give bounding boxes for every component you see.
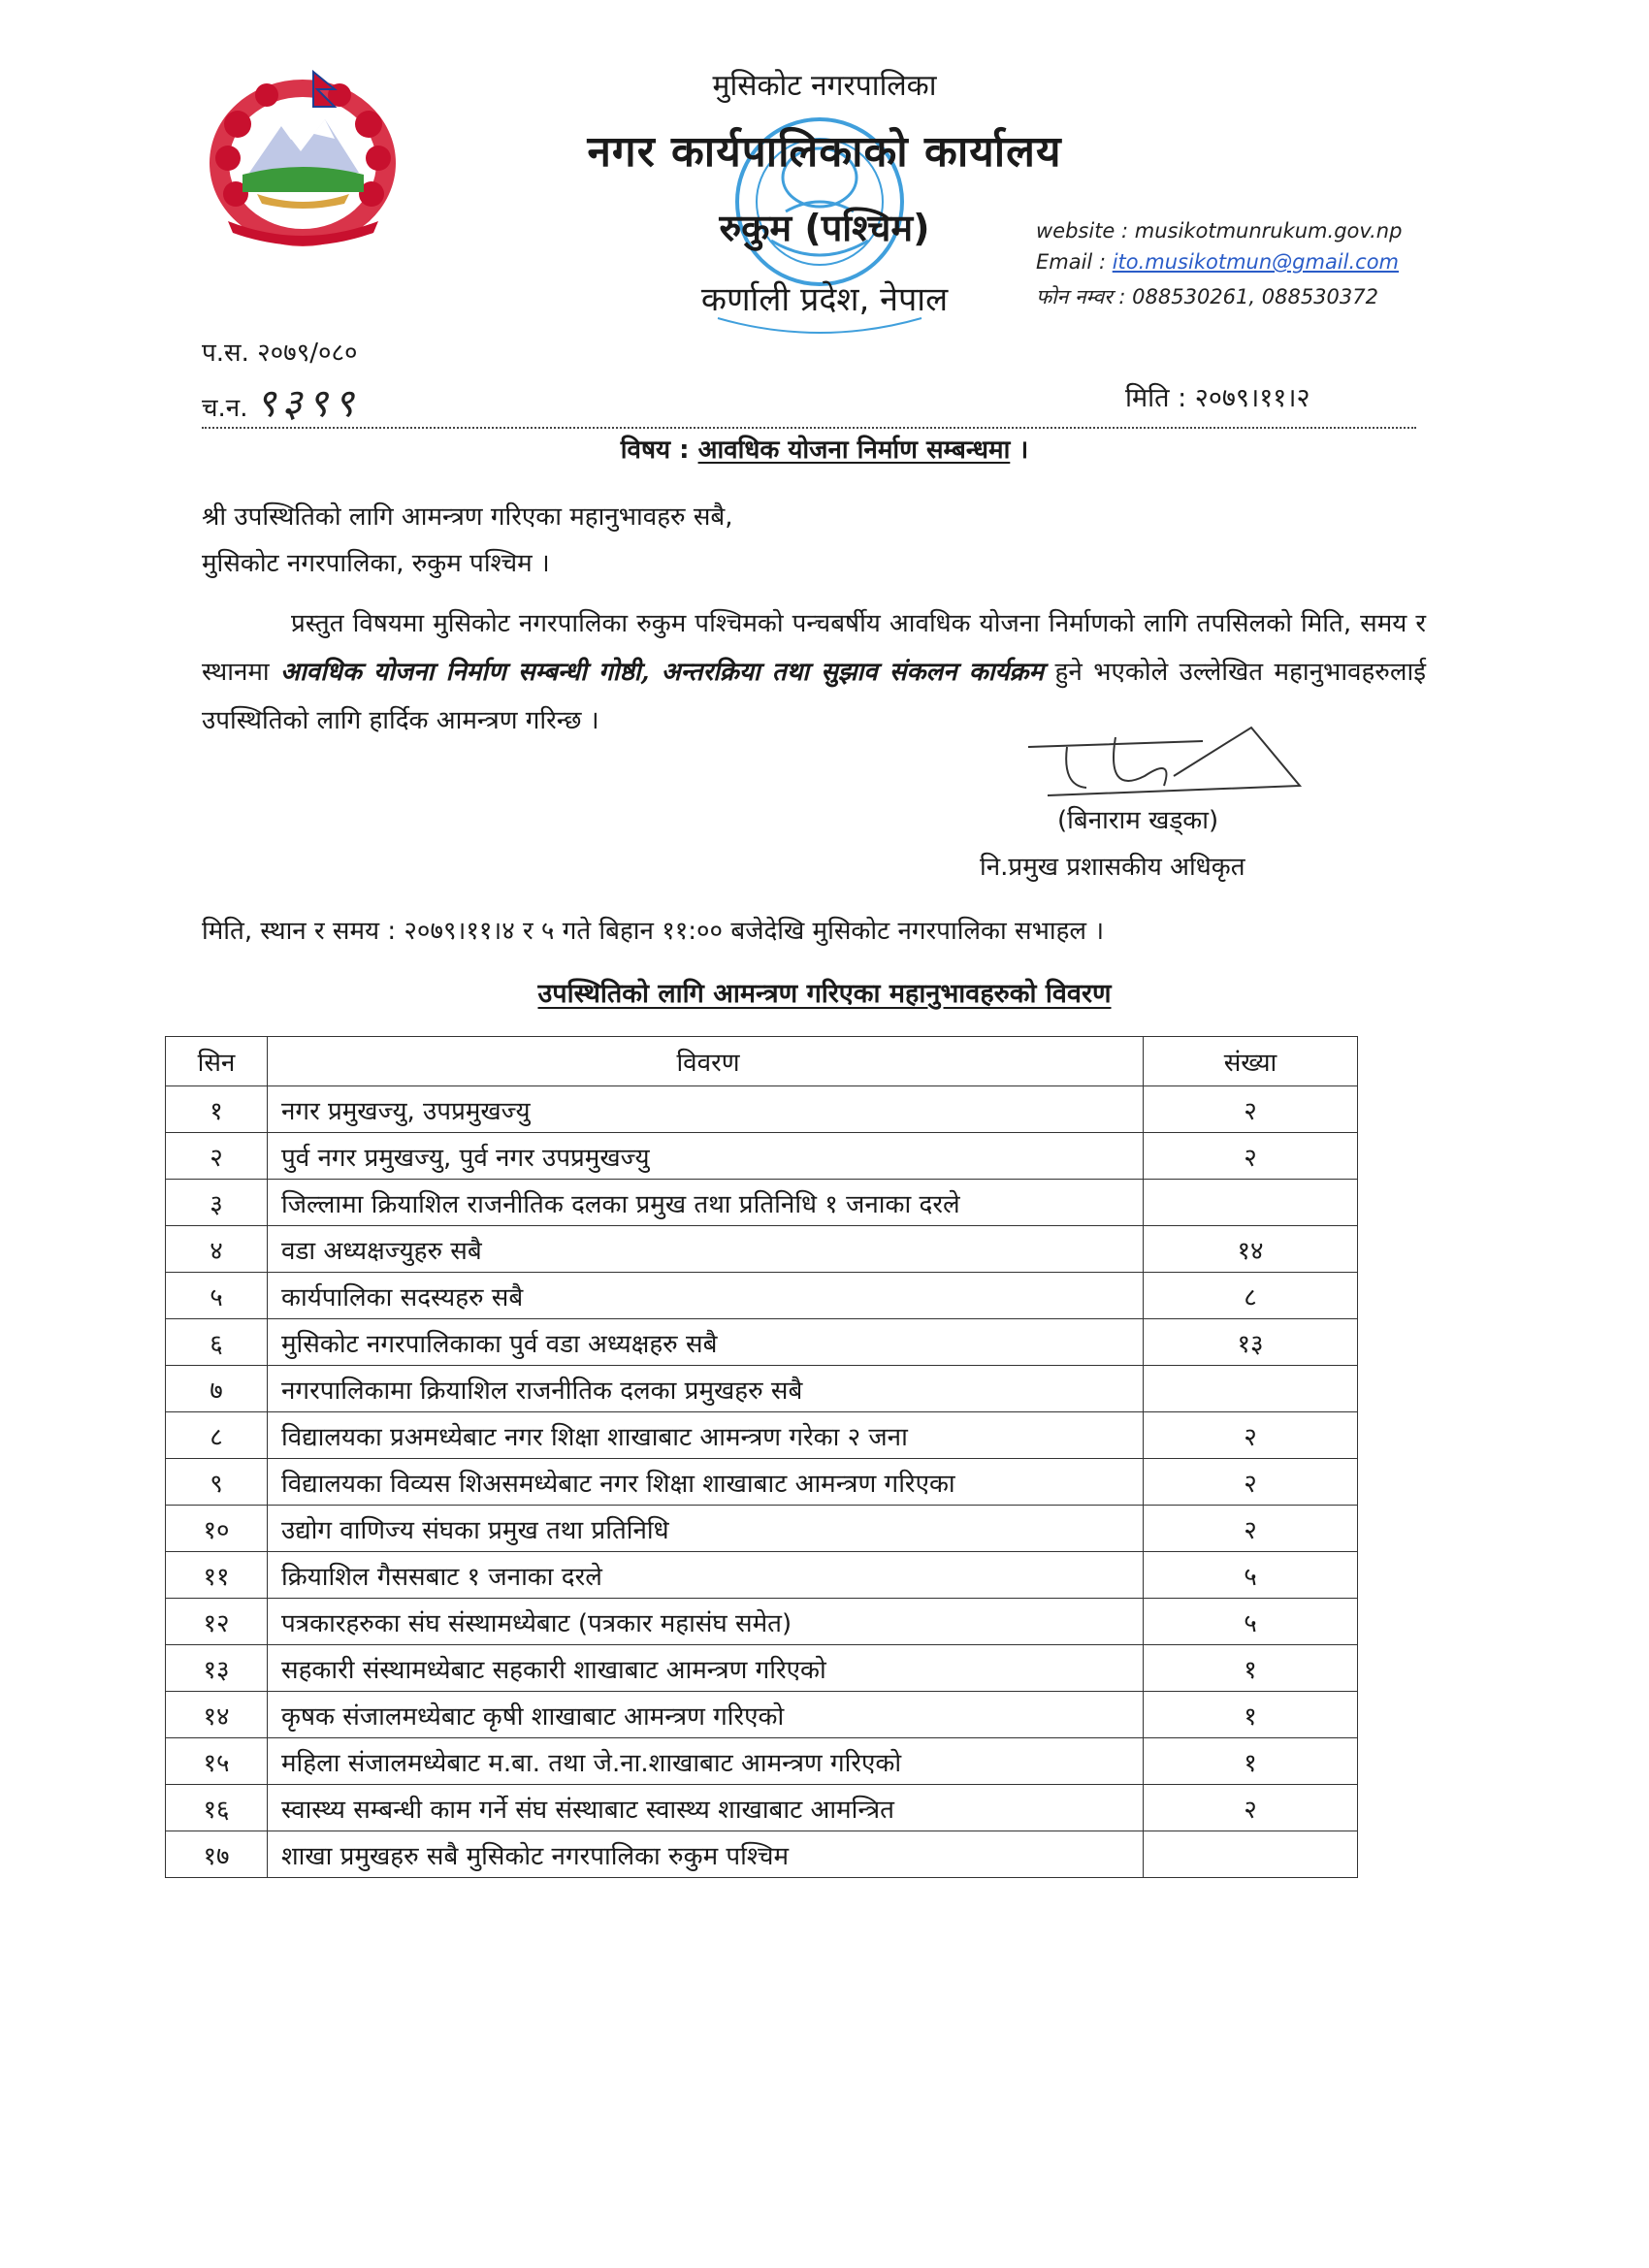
ps-label: प.स. xyxy=(202,339,249,368)
description-cell: स्वास्थ्य सम्बन्धी काम गर्ने संघ संस्थाबाट स्वास्थ्य शाखाबाट आमन्त्रित xyxy=(268,1785,1144,1831)
description-cell: नगरपालिकामा क्रियाशिल राजनीतिक दलका प्रमुखहरु सबै xyxy=(268,1366,1144,1412)
table-row xyxy=(166,1645,1358,1692)
count-cell xyxy=(1144,1180,1358,1226)
serial-cell: १५ xyxy=(166,1738,268,1785)
signatory-name: (बिनाराम खड्का) xyxy=(1057,806,1219,835)
district-name: रुकुम (पश्चिम) xyxy=(719,207,930,249)
description-cell: क्रियाशिल गैससबाट १ जनाका दरले xyxy=(268,1552,1144,1599)
phone-label: फोन नम्वर : xyxy=(1036,285,1133,308)
description-cell: कृषक संजालमध्येबाट कृषी शाखाबाट आमन्त्रण गरिएको xyxy=(268,1692,1144,1738)
meeting-info xyxy=(202,912,1426,947)
header-count: संख्या xyxy=(1144,1037,1358,1086)
subject-label: विषय : xyxy=(620,436,690,465)
count-cell: २ xyxy=(1144,1785,1358,1831)
serial-cell: ८ xyxy=(166,1412,268,1459)
serial-cell: १७ xyxy=(166,1831,268,1878)
table-row xyxy=(166,1226,1358,1273)
description-cell: उद्योग वाणिज्य संघका प्रमुख तथा प्रतिनिधि xyxy=(268,1506,1144,1552)
count-cell: २ xyxy=(1144,1133,1358,1180)
count-cell: २ xyxy=(1144,1506,1358,1552)
table-row xyxy=(166,1273,1358,1319)
website-line xyxy=(1036,219,1402,243)
description-cell: विद्यालयका विव्यस शिअसमध्येबाट नगर शिक्षा शाखाबाट आमन्त्रण गरिएका xyxy=(268,1459,1144,1506)
description-cell: विद्यालयका प्रअमध्येबाट नगर शिक्षा शाखाबाट आमन्त्रण गरेका २ जना xyxy=(268,1412,1144,1459)
serial-cell: २ xyxy=(166,1133,268,1180)
table-row xyxy=(166,1319,1358,1366)
table-title: उपस्थितिको लागि आमन्त्रण गरिएका महानुभावहरुको विवरण xyxy=(537,979,1112,1009)
header-serial: सिन xyxy=(166,1037,268,1086)
count-cell: ८ xyxy=(1144,1273,1358,1319)
serial-cell: ५ xyxy=(166,1273,268,1319)
description-cell: महिला संजालमध्येबाट म.बा. तथा जे.ना.शाखाबाट आमन्त्रण गरिएको xyxy=(268,1738,1144,1785)
body-part-2: हुने भएकोले उल्लेखित महानुभावहरुलाई उपस्थितिको लागि हार्दिक आमन्त्रण गरिन्छ । xyxy=(202,658,1426,735)
meeting-text: २०७९।११।४ र ५ गते बिहान ११:०० बजेदेखि मुसिकोट नगरपालिका सभाहल । xyxy=(404,917,1105,946)
serial-cell: १० xyxy=(166,1506,268,1552)
table-row xyxy=(166,1180,1358,1226)
description-cell: कार्यपालिका सदस्यहरु सबै xyxy=(268,1273,1144,1319)
count-cell: १ xyxy=(1144,1738,1358,1785)
description-cell: मुसिकोट नगरपालिकाका पुर्व वडा अध्यक्षहरु सबै xyxy=(268,1319,1144,1366)
table-row xyxy=(166,1692,1358,1738)
subject-line xyxy=(0,431,1649,466)
serial-cell: ९ xyxy=(166,1459,268,1506)
meeting-label: मिति, स्थान र समय : xyxy=(202,917,397,946)
phone-line xyxy=(1036,283,1378,310)
table-row xyxy=(166,1599,1358,1645)
subject-end: । xyxy=(1018,436,1029,465)
count-cell: ५ xyxy=(1144,1599,1358,1645)
email-line xyxy=(1036,250,1399,274)
serial-cell: ११ xyxy=(166,1552,268,1599)
count-cell xyxy=(1144,1366,1358,1412)
cn-line xyxy=(202,374,360,428)
count-cell xyxy=(1144,1831,1358,1878)
subject-text: आवधिक योजना निर्माण सम्बन्धमा xyxy=(697,436,1011,465)
description-cell: पुर्व नगर प्रमुखज्यु, पुर्व नगर उपप्रमुखज्यु xyxy=(268,1133,1144,1180)
table-row xyxy=(166,1552,1358,1599)
letter-date xyxy=(1125,378,1310,414)
addressee-line-2: मुसिकोट नगरपालिका, रुकुम पश्चिम । xyxy=(202,549,550,578)
province-name: कर्णाली प्रदेश, नेपाल xyxy=(700,280,949,319)
serial-cell: १ xyxy=(166,1086,268,1133)
description-cell: पत्रकारहरुका संघ संस्थामध्येबाट (पत्रकार महासंघ समेत) xyxy=(268,1599,1144,1645)
count-cell: ५ xyxy=(1144,1552,1358,1599)
signatory-title: नि.प्रमुख प्रशासकीय अधिकृत xyxy=(980,853,1245,882)
table-row xyxy=(166,1133,1358,1180)
office-name: नगर कार्यपालिकाको कार्यालय xyxy=(587,127,1062,177)
table-row xyxy=(166,1831,1358,1878)
serial-cell: ३ xyxy=(166,1180,268,1226)
description-cell: शाखा प्रमुखहरु सबै मुसिकोट नगरपालिका रुकुम पश्चिम xyxy=(268,1831,1144,1878)
signature-mark xyxy=(1009,718,1329,805)
invitee-table xyxy=(165,1036,1358,1878)
addressee-line-1: श्री उपस्थितिको लागि आमन्त्रण गरिएका महानुभावहरु सबै, xyxy=(202,502,733,532)
count-cell: २ xyxy=(1144,1086,1358,1133)
ps-line xyxy=(202,334,358,369)
count-cell: २ xyxy=(1144,1459,1358,1506)
header-description: विवरण xyxy=(268,1037,1144,1086)
serial-cell: ७ xyxy=(166,1366,268,1412)
table-row xyxy=(166,1366,1358,1412)
count-cell: २ xyxy=(1144,1412,1358,1459)
website-value[interactable]: musikotmunrukum.gov.np xyxy=(1134,219,1403,243)
table-row xyxy=(166,1086,1358,1133)
header-divider xyxy=(202,427,1416,429)
table-row xyxy=(166,1412,1358,1459)
description-cell: सहकारी संस्थामध्येबाट सहकारी शाखाबाट आमन्त्रण गरिएको xyxy=(268,1645,1144,1692)
table-header-row xyxy=(166,1037,1358,1086)
serial-cell: ६ xyxy=(166,1319,268,1366)
serial-cell: ४ xyxy=(166,1226,268,1273)
count-cell: १४ xyxy=(1144,1226,1358,1273)
count-cell: १ xyxy=(1144,1692,1358,1738)
serial-cell: १३ xyxy=(166,1645,268,1692)
body-emphasis: आवधिक योजना निर्माण सम्बन्धी गोष्ठी, अन्तरक्रिया तथा सुझाव संकलन कार्यक्रम xyxy=(280,658,1045,687)
serial-cell: १२ xyxy=(166,1599,268,1645)
phone-value: 088530261, 088530372 xyxy=(1132,285,1378,308)
description-cell: जिल्लामा क्रियाशिल राजनीतिक दलका प्रमुख तथा प्रतिनिधि १ जनाका दरले xyxy=(268,1180,1144,1226)
municipality-name: मुसिकोट नगरपालिका xyxy=(712,69,937,103)
description-cell: वडा अध्यक्षज्युहरु सबै xyxy=(268,1226,1144,1273)
table-row xyxy=(166,1785,1358,1831)
cn-value: ९३९९ xyxy=(255,381,360,426)
table-row xyxy=(166,1459,1358,1506)
count-cell: १ xyxy=(1144,1645,1358,1692)
count-cell: १३ xyxy=(1144,1319,1358,1366)
table-row xyxy=(166,1506,1358,1552)
table-row xyxy=(166,1738,1358,1785)
email-label: Email : xyxy=(1036,250,1113,274)
body-part-1: प्रस्तुत विषयमा मुसिकोट नगरपालिका रुकुम पश्चिमको पन्चबर्षीय आवधिक योजना निर्माणको लागि तपसिलको मिति, समय र स्थानमा xyxy=(202,609,1426,687)
date-value: २०७९।११।२ xyxy=(1194,383,1310,413)
serial-cell: १६ xyxy=(166,1785,268,1831)
ps-value: २०७९/०८० xyxy=(257,339,358,368)
website-label: website : xyxy=(1036,219,1135,243)
date-label: मिति : xyxy=(1125,383,1187,413)
description-cell: नगर प्रमुखज्यु, उपप्रमुखज्यु xyxy=(268,1086,1144,1133)
email-link[interactable]: ito.musikotmun@gmail.com xyxy=(1112,250,1400,274)
cn-label: च.न. xyxy=(202,394,248,423)
serial-cell: १४ xyxy=(166,1692,268,1738)
